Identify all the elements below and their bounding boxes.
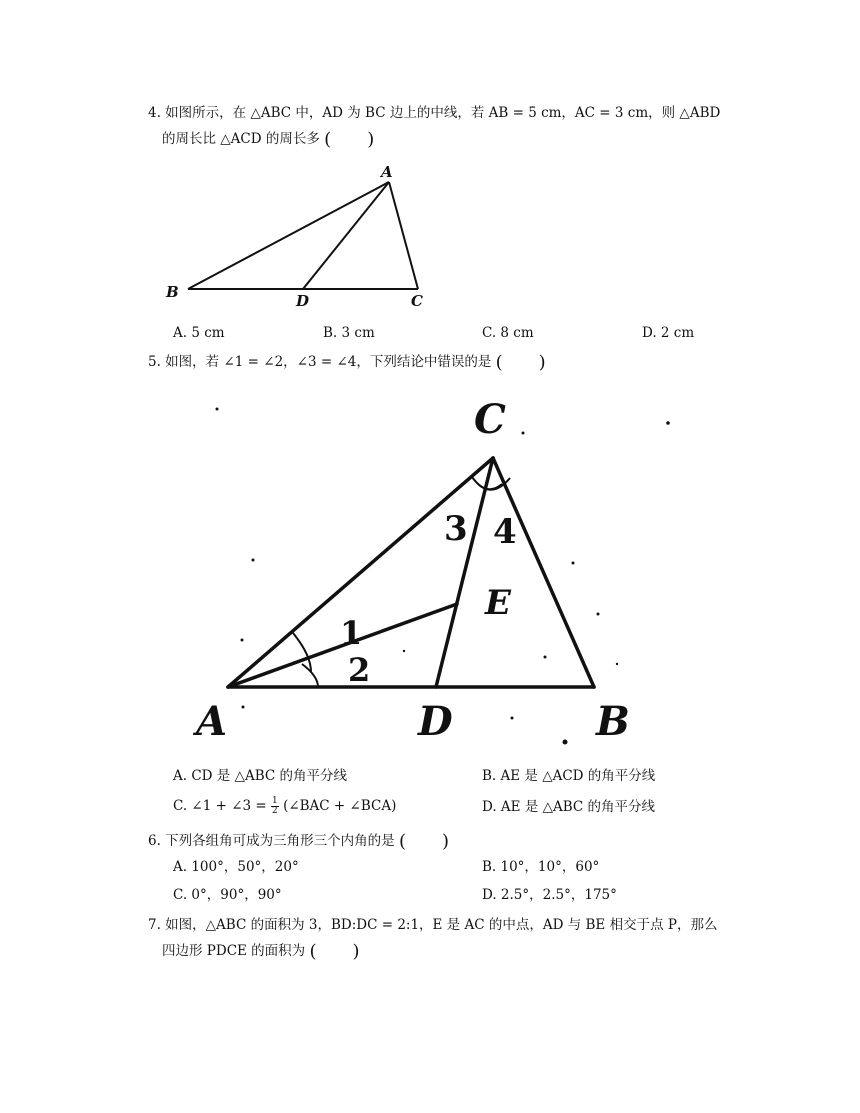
q5-label-e: E [485,583,511,623]
q6-answer-paren[interactable]: ( ) [398,831,450,852]
q4-stem-text: 的周长比 △ACD 的周长多 [162,131,320,147]
q7-stem-line1: 7. 如图，△ABC 的面积为 3，BD:DC = 2:1，E 是 AC 的中点，AD 与 BE 相交于点 P，那么 [148,917,718,933]
q7-stem-line2 [162,941,360,962]
q4-stem-line2 [162,129,374,150]
q6-stem-line1 [148,831,449,852]
q5-option-c-denominator: 2 [272,806,278,816]
q6-option-a[interactable]: A. 100°，50°，20° [173,859,299,875]
q5-side-ac [228,458,493,687]
q4-label-b: B [166,283,179,301]
q5-label-c: C [474,396,506,443]
q5-label-d: D [418,698,453,745]
q5-angle-arc-a-inner [302,664,318,687]
q5-label-b: B [596,698,630,745]
q5-scan-specks [216,408,670,745]
q4-answer-paren[interactable]: ( ) [324,129,375,150]
q6-option-b[interactable]: B. 10°，10°，60° [482,859,600,875]
q5-angle-label-1: 1 [340,614,363,652]
q4-option-d[interactable]: D. 2 cm [642,325,695,341]
q5-angle-arc-c2 [479,484,502,489]
q4-label-a: A [381,163,393,181]
q5-label-a: A [196,698,228,745]
q4-option-c[interactable]: C. 8 cm [482,325,534,341]
q5-side-cb [493,458,594,687]
q5-option-c-pre: C. ∠1 + ∠3 = [173,798,267,814]
q6-stem-text: 6. 下列各组角可成为三角形三个内角的是 [148,833,395,849]
q5-angle-label-3: 3 [444,509,468,549]
q5-angle-label-4: 4 [493,512,517,552]
q5-answer-paren[interactable]: ( ) [495,352,546,373]
q5-option-b[interactable]: B. AE 是 △ACD 的角平分线 [482,768,656,784]
q5-option-c-fraction [271,797,279,816]
q5-angle-arc-c [472,477,510,490]
q4-side-ab [188,182,389,289]
q7-answer-paren[interactable]: ( ) [309,941,360,962]
q6-option-c[interactable]: C. 0°，90°，90° [173,887,282,903]
q5-angle-arc-a-outer [293,633,311,672]
q4-label-d: D [296,292,310,310]
q4-median-ad [303,182,389,289]
q7-stem-text: 四边形 PDCE 的面积为 [162,943,306,959]
q5-stem-line1 [148,352,546,373]
q5-angle-label-2: 2 [348,651,371,689]
q5-option-c-numerator: 1 [272,796,278,806]
q4-label-c: C [411,292,423,310]
q5-option-c-post: (∠BAC + ∠BCA) [283,798,397,814]
q5-stem-text: 5. 如图，若 ∠1 = ∠2，∠3 = ∠4，下列结论中错误的是 [148,354,492,370]
q5-segment-cd [436,458,493,687]
q4-option-b[interactable]: B. 3 cm [323,325,375,341]
q6-option-d[interactable]: D. 2.5°，2.5°，175° [482,887,617,903]
q5-option-d[interactable]: D. AE 是 △ABC 的角平分线 [482,799,656,815]
q5-segment-ae [228,604,457,687]
q4-option-a[interactable]: A. 5 cm [173,325,225,341]
q4-stem-line1: 4. 如图所示，在 △ABC 中，AD 为 BC 边上的中线，若 AB = 5 cm，AC = 3 cm，则 △ABD [148,105,721,121]
q4-side-ac [389,182,418,289]
q5-option-c[interactable] [173,796,396,816]
q5-option-a[interactable]: A. CD 是 △ABC 的角平分线 [173,768,347,784]
